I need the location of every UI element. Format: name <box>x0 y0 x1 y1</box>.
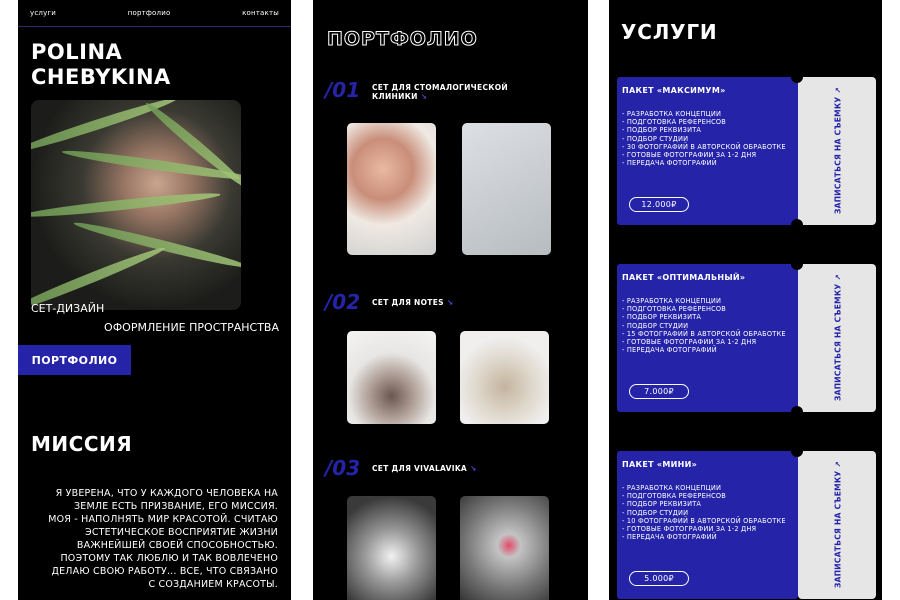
list-item: - ПОДБОР РЕКВИЗИТА <box>622 313 702 322</box>
list-item: - 30 ФОТОГРАФИЙ В АВТОРСКОЙ ОБРАБОТКЕ <box>622 142 786 151</box>
package-price: 7.000₽ <box>629 384 689 399</box>
nav-divider <box>18 26 291 27</box>
set-title-text: СЕТ ДЛЯ NOTES <box>372 298 444 307</box>
portfolio-photo[interactable] <box>460 496 549 600</box>
designer-name <box>31 40 171 90</box>
list-item: - ПОДБОР СТУДИИ <box>622 508 689 517</box>
ticket-notch <box>791 258 803 270</box>
portfolio-button[interactable]: ПОРТФОЛИО <box>18 345 131 375</box>
ticket-notch <box>791 71 803 83</box>
nav-contacts-link[interactable]: контакты <box>242 9 279 17</box>
list-item: - ПОДГОТОВКА РЕФЕРЕНСОВ <box>622 118 727 127</box>
package-card <box>617 451 798 599</box>
name-first: POLINA <box>31 40 123 64</box>
leaf-shape <box>72 218 241 271</box>
set-title-text: СЕТ ДЛЯ СТОМАЛОГИЧЕСКОЙ КЛИНИКИ <box>372 83 508 101</box>
list-item: - ПЕРЕДАЧА ФОТОГРАФИЙ <box>622 346 717 355</box>
leaf-shape <box>31 190 221 221</box>
nav-portfolio-link[interactable]: портфолио <box>127 9 171 17</box>
set-title[interactable] <box>372 298 453 307</box>
services-title: УСЛУГИ <box>621 20 718 44</box>
package-features <box>622 484 794 541</box>
package-name: ПАКЕТ «ОПТИМАЛЬНЫЙ» <box>622 273 746 282</box>
portfolio-panel <box>313 0 588 600</box>
arrow-down-right-icon: ↘ <box>420 92 428 101</box>
portfolio-photo[interactable] <box>347 123 436 255</box>
list-item: - ГОТОВЫЕ ФОТОГРАФИИ ЗА 1-2 ДНЯ <box>622 338 757 347</box>
list-item: - ПОДБОР СТУДИИ <box>622 321 689 330</box>
mission-title: МИССИЯ <box>31 432 133 456</box>
book-shoot-button[interactable]: ЗАПИСАТЬСЯ НА СЪЕМКУ ↗ <box>823 77 853 225</box>
landing-panel <box>18 0 291 600</box>
book-shoot-button[interactable]: ЗАПИСАТЬСЯ НА СЪЕМКУ ↗ <box>823 264 853 412</box>
list-item: - 10 ФОТОГРАФИЙ В АВТОРСКОЙ ОБРАБОТКЕ <box>622 516 786 525</box>
ticket-notch <box>791 445 803 457</box>
list-item: - РАЗРАБОТКА КОНЦЕПЦИИ <box>622 484 722 492</box>
list-item: - ПЕРЕДАЧА ФОТОГРАФИЙ <box>622 159 717 168</box>
nav-services-link[interactable]: услуги <box>30 9 57 17</box>
set-number: /03 <box>325 456 361 480</box>
package-price: 5.000₽ <box>629 571 689 586</box>
tag-set-design: СЕТ-ДИЗАЙН <box>31 302 105 315</box>
portfolio-title: ПОРТФОЛИО <box>327 28 478 50</box>
arrow-down-right-icon: ↘ <box>446 298 454 307</box>
mission-text: Я УВЕРЕНА, ЧТО У КАЖДОГО ЧЕЛОВЕКА НА ЗЕМЛЕ ЕСТЬ ПРИЗВАНИЕ, ЕГО МИССИЯ. МОЯ - НАПОЛНЯТЬ МИР КРАСОТОЙ. СЧИТАЮ ЭСТЕТИЧЕСКОЕ ВОСПРИЯТИЕ ЖИЗНИ ВАЖНЕЙШЕЙ СВОЕЙ СПОСОБНОСТЬЮ. ПОЭТОМУ ТАК ЛЮБЛЮ И ТАК ВОВЛЕЧЕНО ДЕЛАЮ СВОЮ РАБОТУ... ВСЕ, ЧТО СВЯЗАНО С СОЗДАНИЕМ КРАСОТЫ. <box>48 488 278 590</box>
list-item: - РАЗРАБОТКА КОНЦЕПЦИИ <box>622 110 722 118</box>
set-title[interactable] <box>372 83 532 101</box>
list-item: - ГОТОВЫЕ ФОТОГРАФИИ ЗА 1-2 ДНЯ <box>622 151 757 160</box>
tag-space-design: ОФОРМЛЕНИЕ ПРОСТРАНСТВА <box>104 321 279 334</box>
portfolio-photo[interactable] <box>347 496 436 600</box>
portfolio-photo[interactable] <box>347 331 436 424</box>
services-panel <box>609 0 882 600</box>
list-item: - ПОДБОР РЕКВИЗИТА <box>622 500 702 509</box>
list-item: - 15 ФОТОГРАФИЙ В АВТОРСКОЙ ОБРАБОТКЕ <box>622 329 786 338</box>
portfolio-photo[interactable] <box>462 123 551 255</box>
arrow-down-right-icon: ↘ <box>469 464 477 473</box>
portfolio-photo[interactable] <box>460 331 549 424</box>
list-item: - ПОДБОР РЕКВИЗИТА <box>622 126 702 135</box>
list-item: - РАЗРАБОТКА КОНЦЕПЦИИ <box>622 297 722 305</box>
book-ticket[interactable] <box>798 264 876 412</box>
list-item: - ГОТОВЫЕ ФОТОГРАФИИ ЗА 1-2 ДНЯ <box>622 525 757 534</box>
package-name: ПАКЕТ «МИНИ» <box>622 460 698 469</box>
book-ticket[interactable] <box>798 77 876 225</box>
leaf-shape <box>31 244 167 310</box>
name-last: CHEBYKINA <box>31 65 171 89</box>
top-nav <box>30 9 279 17</box>
ticket-notch <box>791 406 803 418</box>
book-ticket[interactable] <box>798 451 876 599</box>
package-name: ПАКЕТ «МАКСИМУМ» <box>622 86 726 95</box>
hero-photo <box>31 100 241 310</box>
package-features <box>622 110 794 167</box>
set-title-text: СЕТ ДЛЯ VIVALAVIKA <box>372 464 468 473</box>
book-shoot-button[interactable]: ЗАПИСАТЬСЯ НА СЪЕМКУ ↗ <box>823 451 853 599</box>
package-price: 12.000₽ <box>629 197 689 212</box>
ticket-notch <box>791 219 803 231</box>
set-title[interactable] <box>372 464 477 473</box>
list-item: - ПЕРЕДАЧА ФОТОГРАФИЙ <box>622 533 717 542</box>
set-number: /02 <box>325 290 361 314</box>
list-item: - ПОДГОТОВКА РЕФЕРЕНСОВ <box>622 492 727 501</box>
package-card <box>617 77 798 225</box>
set-number: /01 <box>325 78 361 102</box>
package-card <box>617 264 798 412</box>
list-item: - ПОДГОТОВКА РЕФЕРЕНСОВ <box>622 305 727 314</box>
package-features <box>622 297 794 354</box>
list-item: - ПОДБОР СТУДИИ <box>622 134 689 143</box>
